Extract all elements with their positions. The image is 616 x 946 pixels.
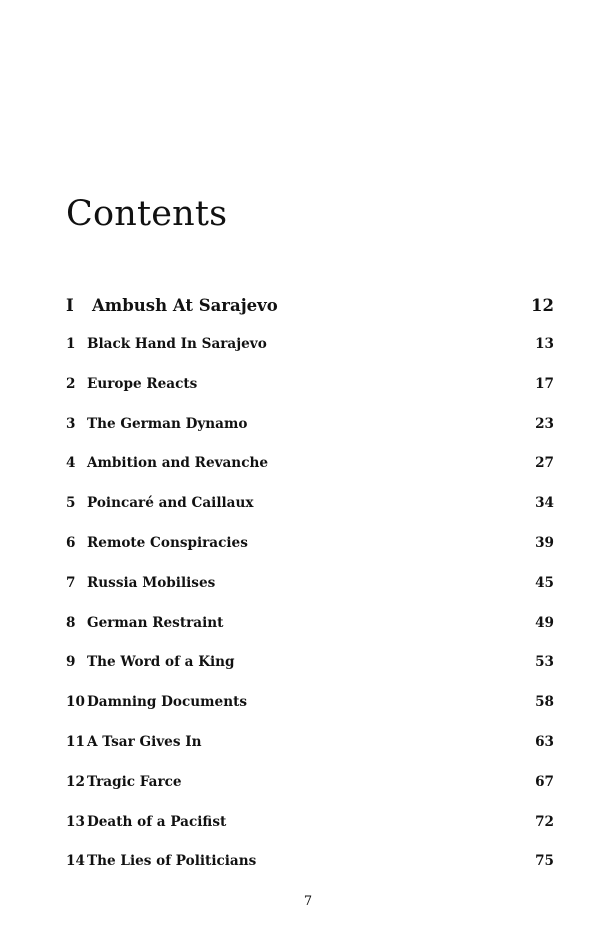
toc-chapter-entry[interactable]: [66, 533, 554, 573]
chapter-title: A Tsar Gives In: [87, 733, 202, 750]
chapter-page-number: 17: [535, 375, 554, 392]
part-number: I: [66, 295, 74, 315]
chapter-title: Russia Mobilises: [87, 574, 216, 591]
toc-chapter-entry[interactable]: [66, 692, 554, 732]
chapter-number: 4: [66, 455, 76, 472]
page-title: Contents: [66, 194, 228, 234]
toc-chapter-entry[interactable]: [66, 772, 554, 812]
toc-chapter-entry[interactable]: [66, 573, 554, 613]
chapter-number: 9: [66, 654, 76, 671]
chapter-title: Black Hand In Sarajevo: [87, 336, 267, 352]
chapter-title: The Lies of Politicians: [87, 853, 257, 870]
part-page-number: 12: [531, 295, 554, 315]
chapter-page-number: 63: [535, 733, 554, 750]
chapter-number: 11: [66, 733, 85, 750]
chapter-number: 5: [66, 495, 76, 512]
chapter-page-number: 27: [535, 455, 554, 472]
chapter-number: 10: [66, 694, 85, 711]
chapter-page-number: 45: [535, 574, 554, 591]
toc-chapter-entry[interactable]: [66, 851, 554, 891]
chapter-title: Ambition and Revanche: [87, 455, 268, 472]
chapter-number: 14: [66, 853, 85, 870]
chapter-page-number: 58: [535, 694, 554, 711]
toc-chapter-entry[interactable]: [66, 613, 554, 653]
chapter-number: 3: [66, 415, 76, 432]
chapter-title: German Restraint: [87, 614, 224, 631]
chapter-page-number: 34: [535, 495, 554, 512]
chapter-number: 6: [66, 534, 76, 551]
chapter-number: 12: [66, 773, 85, 790]
toc-chapter-entry[interactable]: [66, 374, 554, 414]
chapter-number: 8: [66, 614, 76, 631]
chapter-page-number: 23: [535, 415, 554, 432]
chapter-page-number: 39: [535, 534, 554, 551]
toc-chapter-entry[interactable]: [66, 652, 554, 692]
part-heading: [66, 296, 278, 315]
page-number: 7: [303, 894, 313, 909]
chapter-title: Death of a Pacifist: [87, 813, 227, 830]
toc-part-entry[interactable]: [66, 293, 554, 317]
chapter-number: 13: [66, 813, 85, 830]
chapter-title: Remote Conspiracies: [87, 534, 248, 551]
chapter-title: Poincaré and Caillaux: [87, 495, 254, 512]
chapter-list: [66, 334, 554, 891]
chapter-number: 1: [66, 336, 76, 352]
chapter-title: The German Dynamo: [87, 415, 248, 432]
chapter-page-number: 49: [535, 614, 554, 631]
toc-chapter-entry[interactable]: [66, 812, 554, 852]
chapter-title: Damning Documents: [87, 694, 248, 711]
toc-chapter-entry[interactable]: [66, 453, 554, 493]
chapter-page-number: 72: [535, 813, 554, 830]
chapter-page-number: 13: [535, 336, 554, 352]
chapter-title: Europe Reacts: [87, 375, 198, 392]
chapter-number: 2: [66, 375, 76, 392]
toc-chapter-entry[interactable]: [66, 334, 554, 374]
chapter-page-number: 75: [535, 853, 554, 870]
toc-chapter-entry[interactable]: [66, 732, 554, 772]
part-title: Ambush At Sarajevo: [92, 295, 278, 315]
toc-chapter-entry[interactable]: [66, 493, 554, 533]
toc-chapter-entry[interactable]: [66, 414, 554, 454]
chapter-page-number: 67: [535, 773, 554, 790]
chapter-title: The Word of a King: [87, 654, 235, 671]
chapter-page-number: 53: [535, 654, 554, 671]
chapter-number: 7: [66, 574, 76, 591]
chapter-title: Tragic Farce: [87, 773, 182, 790]
